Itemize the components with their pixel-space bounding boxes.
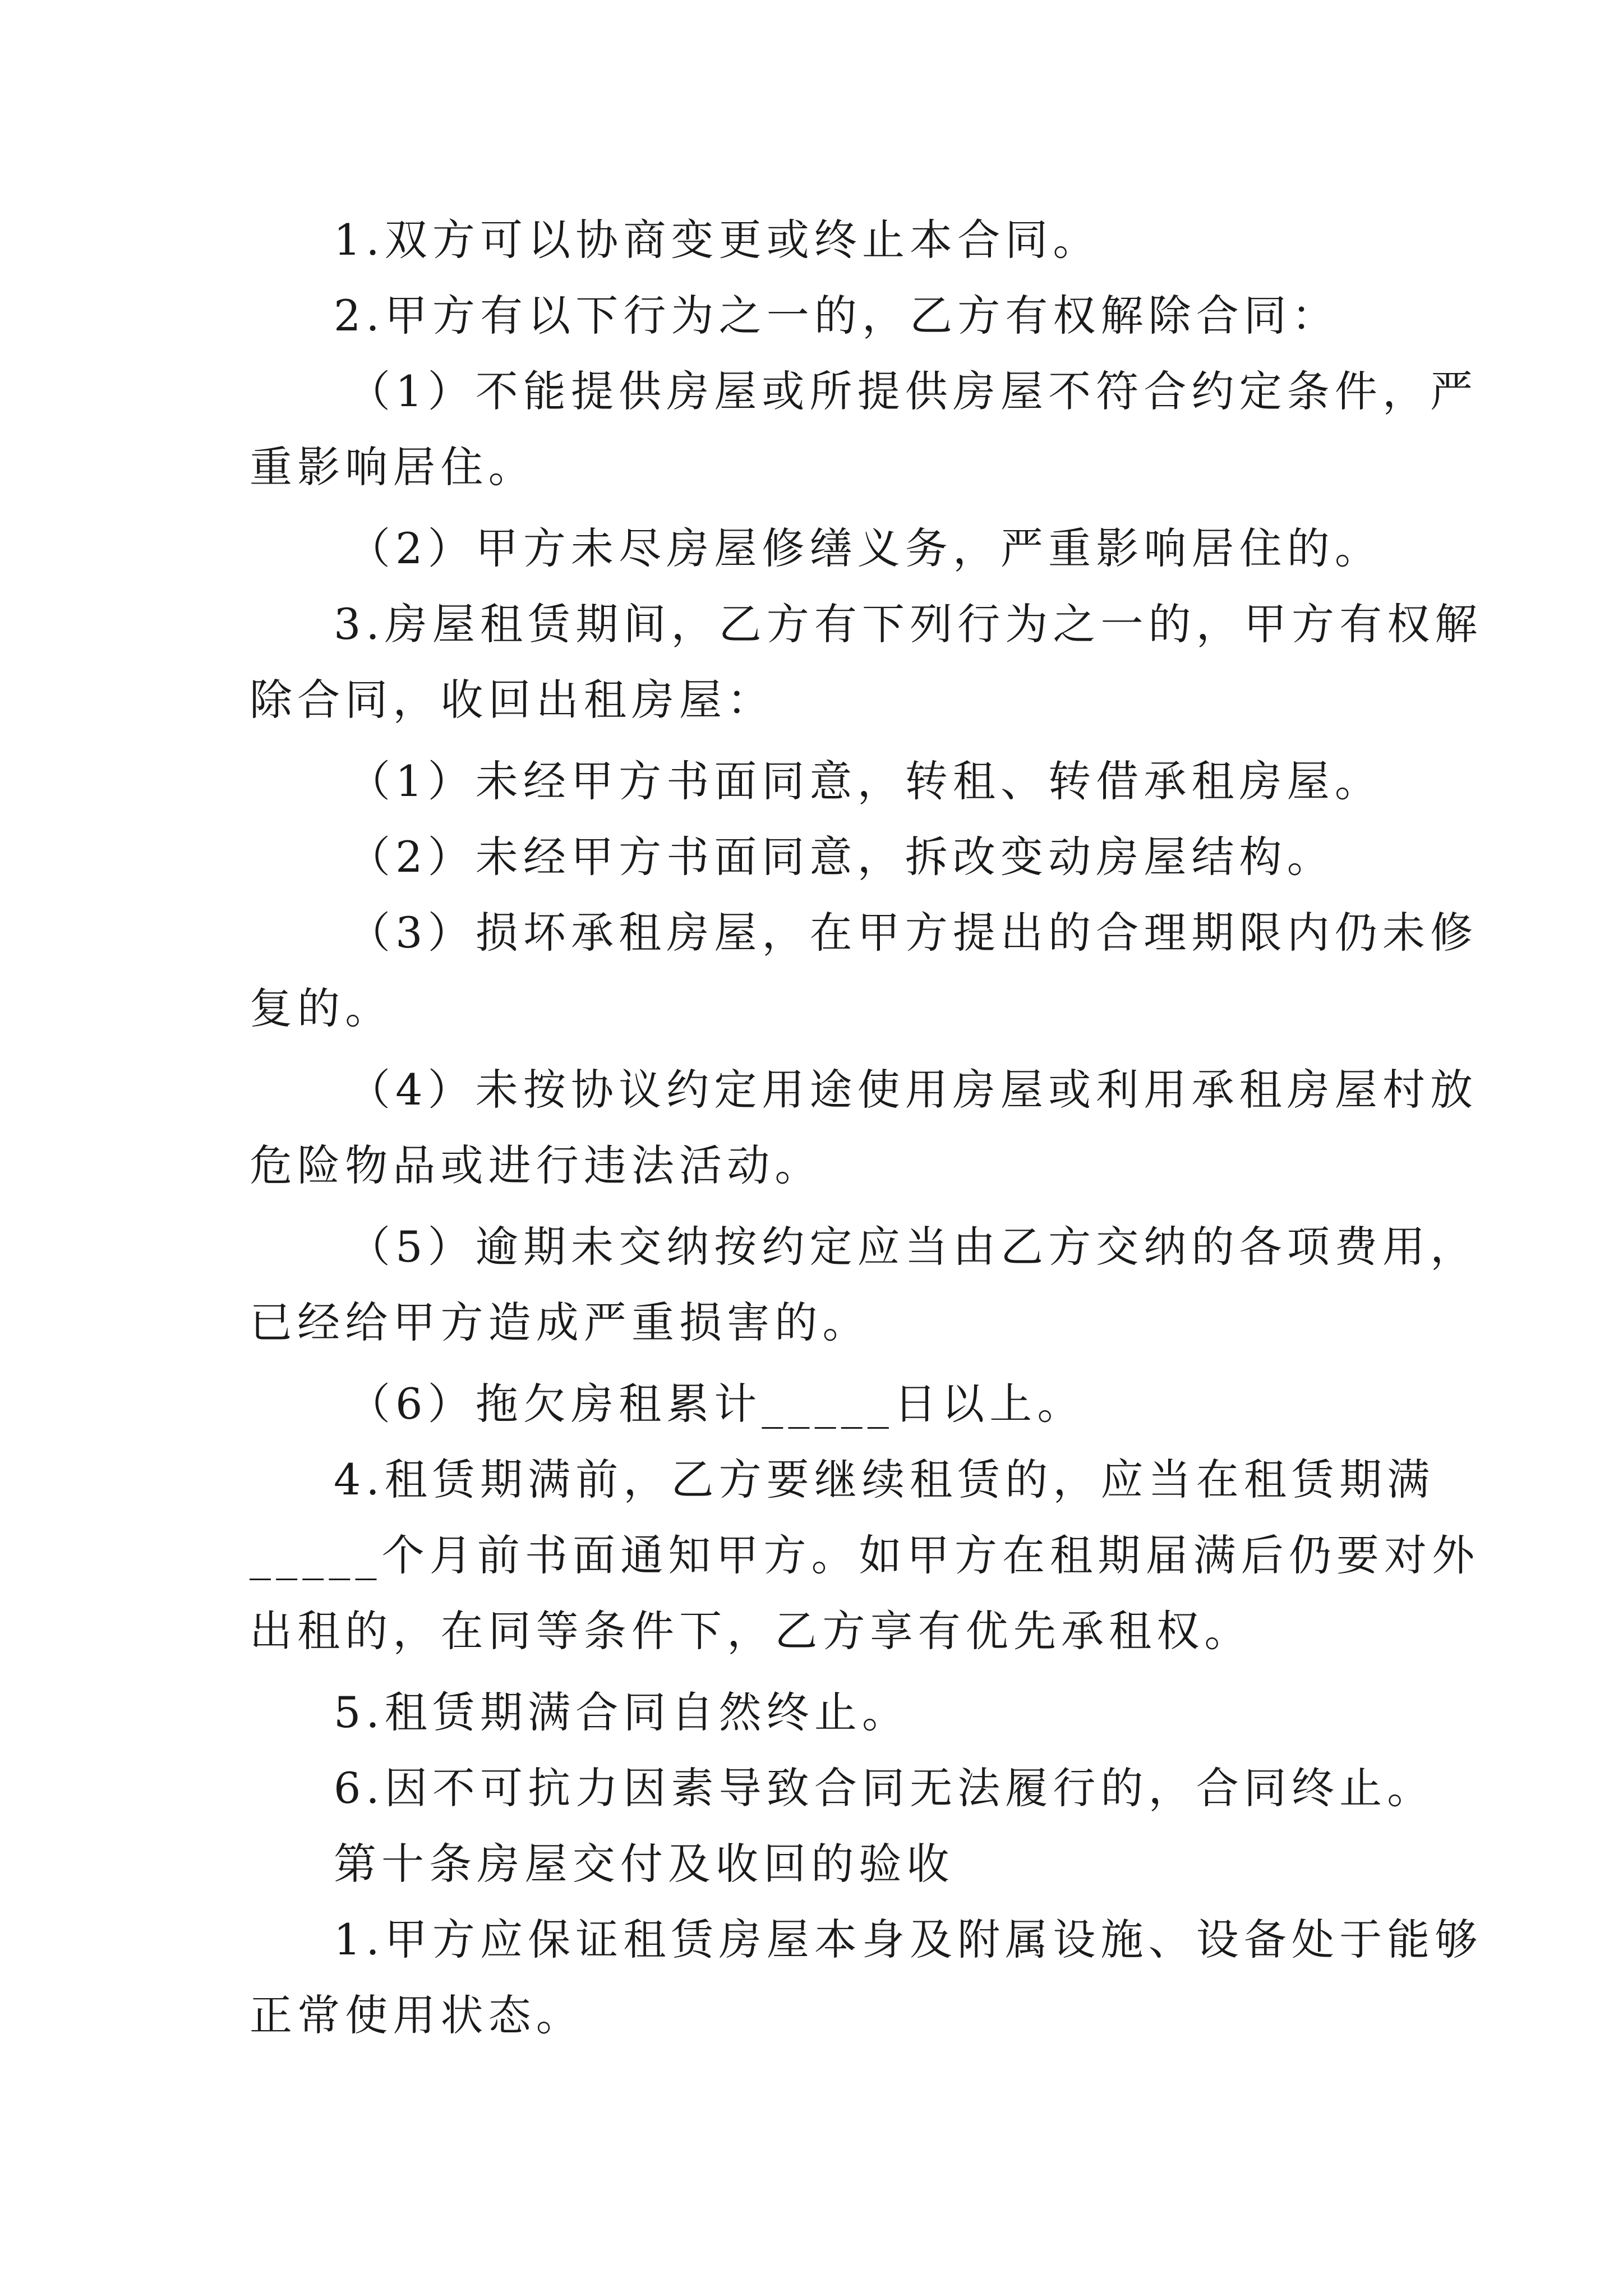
text-line: （2）甲方未尽房屋修缮义务，严重影响居住的。 bbox=[348, 523, 1382, 573]
text-line: 重影响居住。 bbox=[250, 442, 536, 492]
text-line: （5）逾期未交纳按约定应当由乙方交纳的各项费用， bbox=[348, 1222, 1478, 1272]
text-line: 3.房屋租赁期间，乙方有下列行为之一的，甲方有权解 bbox=[334, 599, 1483, 649]
text-line: 危险物品或进行违法活动。 bbox=[250, 1140, 823, 1190]
text-line: 复的。 bbox=[250, 983, 393, 1033]
text-line: （3）损坏承租房屋，在甲方提出的合理期限内仍未修 bbox=[348, 908, 1478, 958]
text-line: （2）未经甲方书面同意，拆改变动房屋结构。 bbox=[348, 832, 1335, 882]
text-line: 5.租赁期满合同自然终止。 bbox=[334, 1687, 910, 1737]
text-line: 已经给甲方造成严重损害的。 bbox=[250, 1297, 870, 1347]
text-line: （4）未按协议约定用途使用房屋或利用承租房屋村放 bbox=[348, 1065, 1478, 1115]
text-line: （1）未经甲方书面同意，转租、转借承租房屋。 bbox=[348, 756, 1382, 806]
text-line: 1.双方可以协商变更或终止本合同。 bbox=[334, 215, 1101, 265]
text-line: 2.甲方有以下行为之一的，乙方有权解除合同： bbox=[334, 291, 1340, 341]
text-line: _____个月前书面通知甲方。如甲方在租期届满后仍要对外 bbox=[250, 1530, 1480, 1580]
text-line: 除合同，收回出租房屋： bbox=[250, 675, 775, 725]
text-line: 6.因不可抗力因素导致合同无法履行的，合同终止。 bbox=[334, 1763, 1435, 1813]
text-line: 1.甲方应保证租赁房屋本身及附属设施、设备处于能够 bbox=[334, 1915, 1483, 1964]
text-line: 出租的，在同等条件下，乙方享有优先承租权。 bbox=[250, 1606, 1252, 1656]
text-line: （1）不能提供房屋或所提供房屋不符合约定条件，严 bbox=[348, 366, 1478, 416]
text-line: 正常使用状态。 bbox=[250, 1990, 584, 2040]
text-line: （6）拖欠房租累计_____日以上。 bbox=[348, 1379, 1085, 1429]
section-heading: 第十条房屋交付及收回的验收 bbox=[334, 1839, 955, 1889]
text-line: 4.租赁期满前，乙方要继续租赁的，应当在租赁期满 bbox=[334, 1455, 1435, 1504]
